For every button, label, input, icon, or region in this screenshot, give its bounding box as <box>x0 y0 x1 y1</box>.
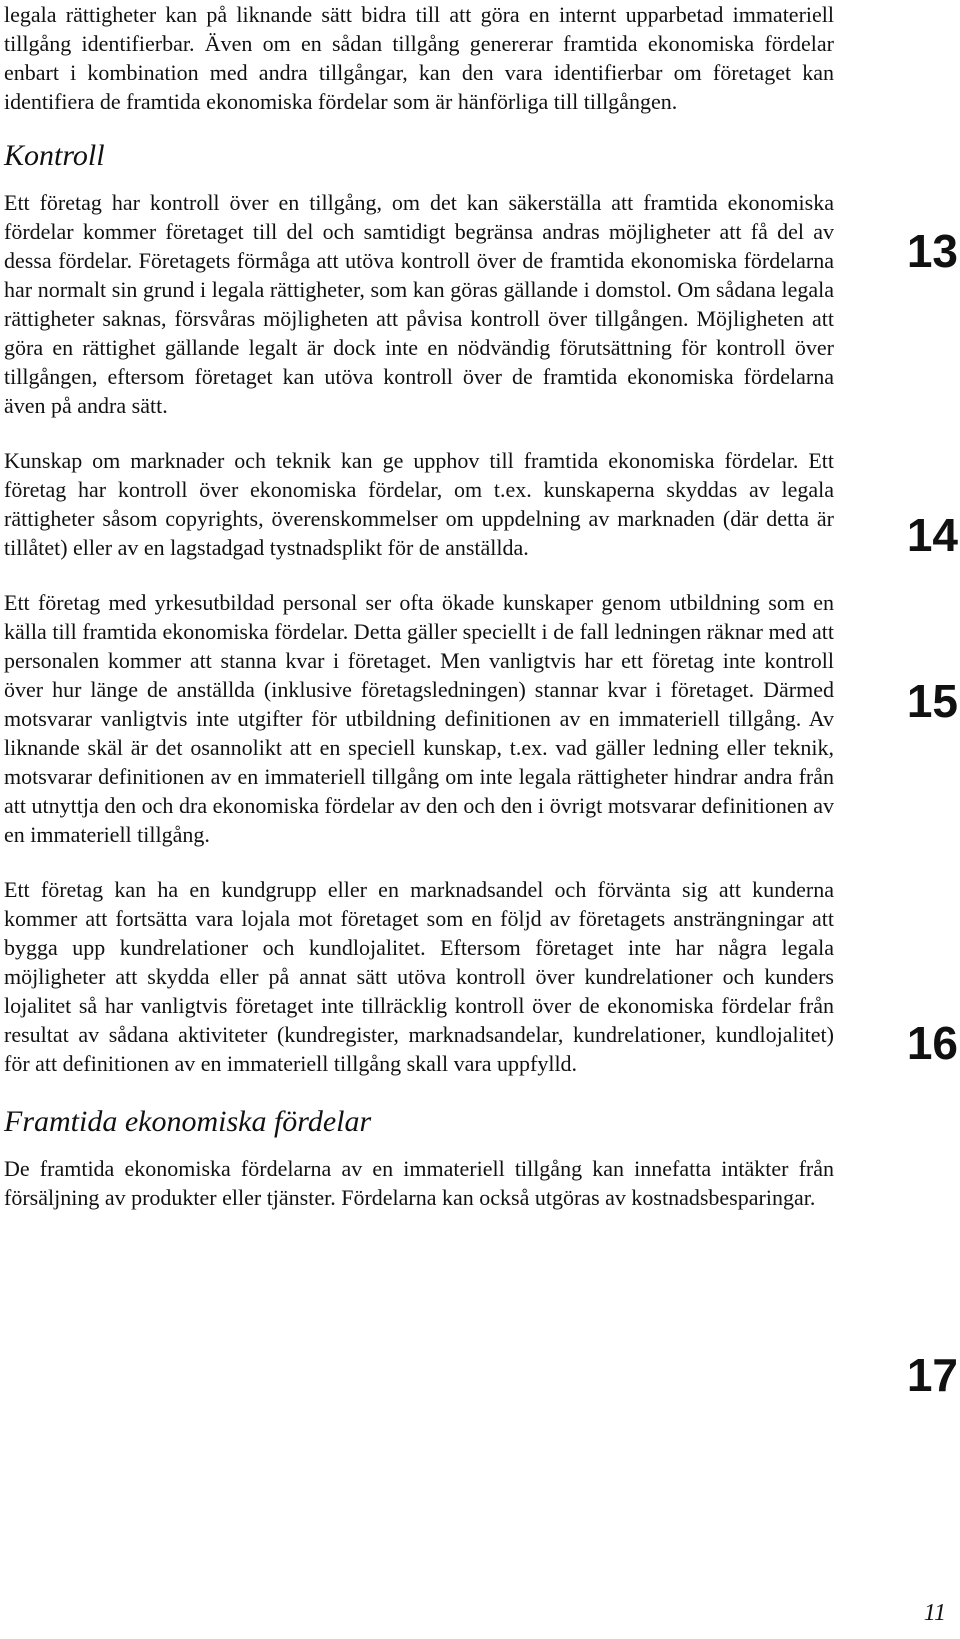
paragraph-17: De framtida ekonomiska fördelarna av en immateriell tillgång kan innefatta intäkter från försäljning av produkter eller tjänster. Fördelarna kan också utgöras av kostnadsbesparingar. <box>4 1156 834 1210</box>
paragraph-number-13: 13 <box>906 225 958 277</box>
paragraph-number-17: 17 <box>906 1349 958 1401</box>
paragraph-15: Ett företag med yrkesutbildad personal ser ofta ökade kunskaper genom utbildning som en källa till framtida ekonomiska fördelar. Detta gäller speciellt i de fall ledningen räknar med att personalen kommer att stanna kvar i företaget. Men vanligtvis har ett företag inte kontroll över hur länge de anställda (inklusive företagsledningen) stannar kvar i företaget. Därmed motsvarar vanligtvis inte utgifter för utbildning definitionen av en immateriell tillgång. Av liknande skäl är det osannolikt att en speciell kunskap, t.ex. vad gäller ledning eller teknik, motsvarar definitionen av en immateriell tillgång om inte legala rättigheter hindrar andra från att utnyttja den och dra ekonomiska fördelar av den och den i övrigt motsvarar definitionen av en immateriell tillgång. <box>4 590 834 847</box>
paragraph-13: Ett företag har kontroll över en tillgång, om det kan säkerställa att framtida ekonomiska fördelar kommer företaget till del och samtidigt begränsa andras möjligheter att få del av dessa fördelar. Företagets förmåga att utöva kontroll över de framtida ekonomiska fördelarna har normalt sin grund i legala rättigheter, som kan göras gällande i domstol. Om sådana legala rättigheter saknas, försvåras möjligheten att påvisa kontroll över tillgången. Möjligheten att göra en rättighet gällande legalt är dock inte en nödvändig förutsättning för kontroll över tillgången, eftersom företaget kan utöva kontroll över de framtida ekonomiska fördelarna även på andra sätt. <box>4 190 834 418</box>
page-number: 11 <box>923 1600 946 1626</box>
main-text-column <box>4 0 834 1238</box>
paragraph-14: Kunskap om marknader och teknik kan ge upphov till framtida ekonomiska fördelar. Ett företag har kontroll över ekonomiska fördelar, om t.ex. kunskaperna skyddas av legala rättigheter såsom copyrights, överenskommelser om uppdelning av marknaden (där detta är tillåtet) eller av en lagstadgad tystnadsplikt för de anställda. <box>4 448 834 560</box>
paragraph-number-14: 14 <box>906 509 958 561</box>
paragraph-number-15: 15 <box>906 675 958 727</box>
section-heading-kontroll: Kontroll <box>4 139 105 172</box>
paragraph-number-16: 16 <box>906 1017 958 1069</box>
paragraph-16: Ett företag kan ha en kundgrupp eller en marknadsandel och förvänta sig att kunderna kommer att fortsätta vara lojala mot företaget som en följd av företagets ansträngningar att bygga upp kundrelationer och kundlojalitet. Eftersom företaget inte har några legala möjligheter att skydda eller på annat sätt utöva kontroll över kundrelationer och kunders lojalitet så har vanligtvis företaget inte tillräcklig kontroll över de ekonomiska fördelar från resultat av sådana aktiviteter (kundregister, marknadsandelar, kundrelationer, kundlojalitet) för att definitionen av en immateriell tillgång skall vara uppfylld. <box>4 877 834 1076</box>
section-heading-framtida: Framtida ekonomiska fördelar <box>4 1105 372 1138</box>
intro-paragraph: legala rättigheter kan på liknande sätt bidra till att göra en internt upparbetad immateriell tillgång identifierbar. Även om en sådan tillgång genererar framtida ekonomiska fördelar enbart i kombination med andra tillgångar, kan den vara identifierbar om företaget kan identifiera de framtida ekonomiska fördelar som är hänförliga till tillgången. <box>4 2 834 114</box>
